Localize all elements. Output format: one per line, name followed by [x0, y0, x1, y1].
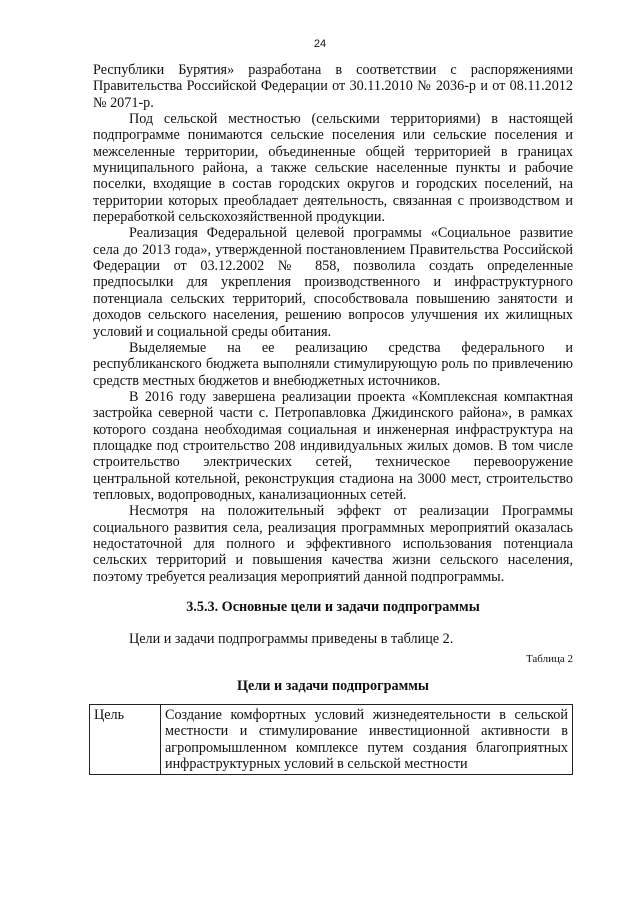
paragraph-2: Под сельской местностью (сельскими территориями) в настоящей подпрограмме понимаются сельские поселения или сельские поселения и межселенные территории, объединенные общей территорией в границах муниципального района, а также сельские населенные пункты и рабочие поселки, входящие в состав городских округов и городских поселений, на территории которых преобладает деятельность, связанная с производством и переработкой сельскохозяйственной продукции.: [93, 111, 573, 226]
table-cell-key: Цель: [90, 705, 161, 775]
paragraph-6: Несмотря на положительный эффект от реализации Программы социального развития села, реализация программных мероприятий оказалась недостаточной для полного и эффективного использования потенциала сельских территорий и повышения качества жизни сельского населения, поэтому требуется реализация мероприятий данной подпрограммы.: [93, 503, 573, 585]
document-body: [93, 62, 573, 775]
page-number: 24: [313, 38, 327, 50]
table-cell-value: Создание комфортных условий жизнедеятельности в сельской местности и стимулирование инвестиционной активности в агропромышленном комплексе путем создания благоприятных инфраструктурных условий в сельской местности: [161, 705, 573, 775]
table-intro-text: Цели и задачи подпрограммы приведены в таблице 2.: [129, 631, 454, 647]
goals-table: [89, 704, 573, 775]
paragraph-3: Реализация Федеральной целевой программы «Социальное развитие села до 2013 года», утвержденной постановлением Правительства Российской Федерации от 03.12.2002 № 858, позволила создать определенные предпосылки для укрепления производственного и инфраструктурного потенциала сельских территорий, способствовала повышению занятости и доходов сельского населения, решению вопросов улучшения их жилищных условий и социальной среды обитания.: [93, 225, 573, 340]
table-label: Таблица 2: [525, 653, 573, 665]
section-heading: 3.5.3. Основные цели и задачи подпрограммы: [186, 599, 480, 615]
table-row: [90, 705, 573, 775]
paragraph-1: Республики Бурятия» разработана в соответствии с распоряжениями Правительства Российской Федерации от 30.11.2010 № 2036-р и от 08.11.2012 № 2071-р.: [93, 62, 573, 111]
table-title: Цели и задачи подпрограммы: [237, 678, 429, 694]
paragraph-4: Выделяемые на ее реализацию средства федерального и республиканского бюджета выполняли стимулирующую роль по привлечению средств местных бюджетов и внебюджетных источников.: [93, 339, 573, 389]
paragraph-5: В 2016 году завершена реализации проекта «Комплексная компактная застройка северной части с. Петропавловка Джидинского района», в рамках которого создана необходимая социальная и инженерная инфраструктура на площадке под строительство 208 индивидуальных жилых домов. В том числе строительство электрических сетей, техническое перевооружение центральной котельной, реконструкция стадиона на 3000 мест, строительство тепловых, водопроводных, канализационных сетей.: [93, 388, 573, 503]
